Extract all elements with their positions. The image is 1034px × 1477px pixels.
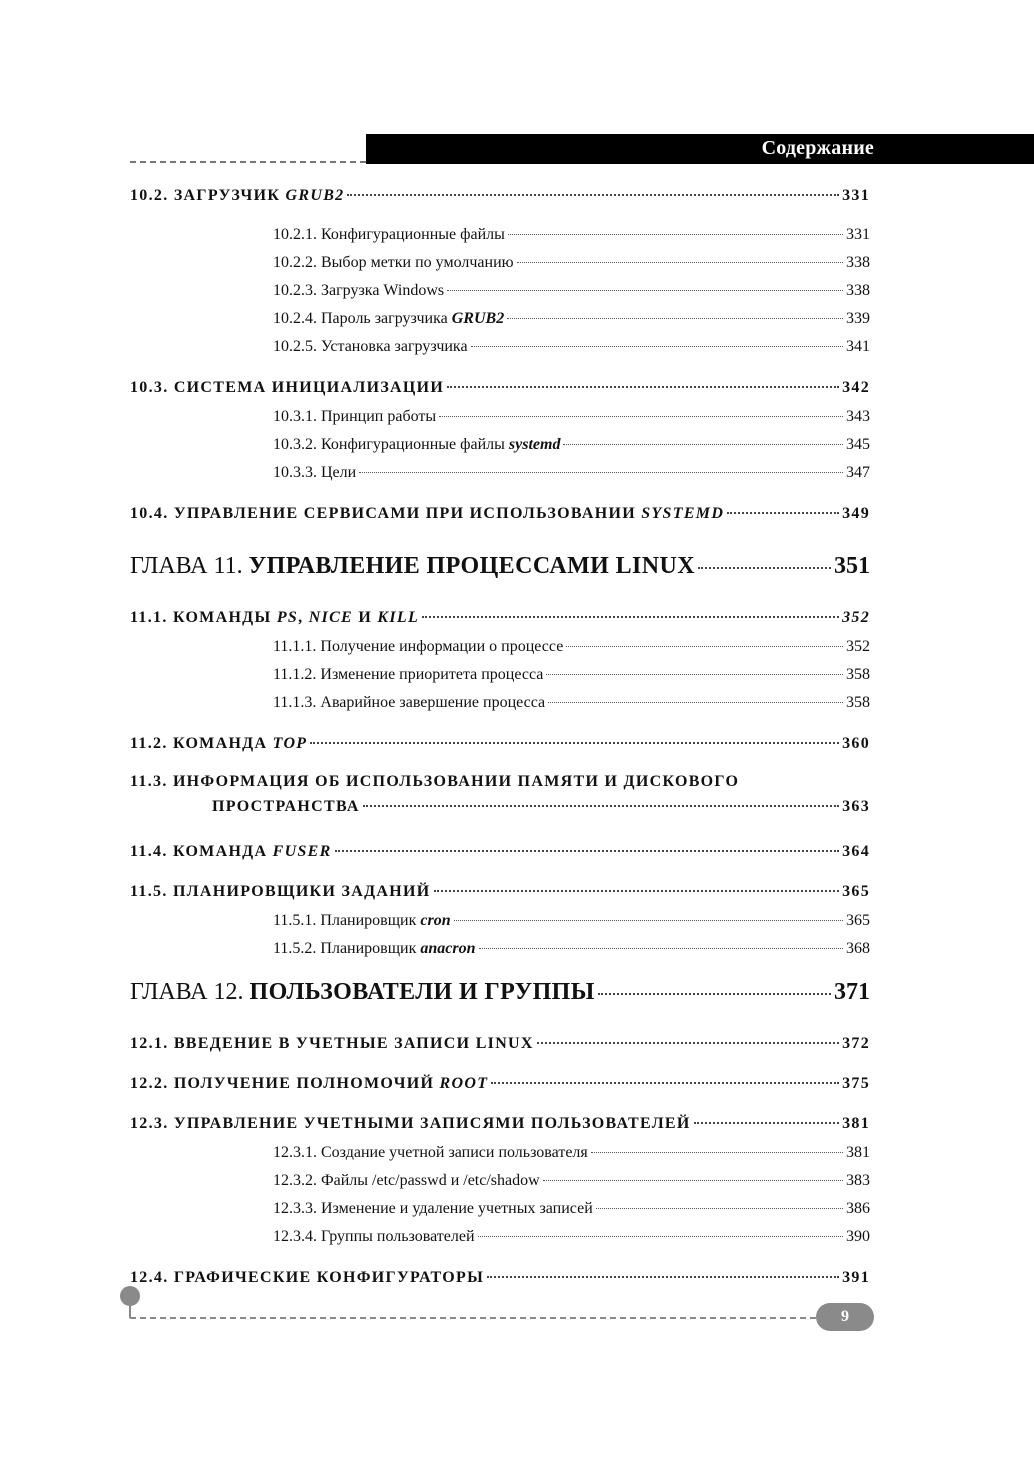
section-number: 12.4.	[130, 1269, 169, 1286]
section-title: СИСТЕМА ИНИЦИАЛИЗАЦИИ	[173, 379, 445, 396]
dot-leader	[507, 318, 843, 319]
chapter-label: ГЛАВА 12.	[130, 979, 250, 1005]
dot-leader	[479, 948, 843, 949]
chapter-title: УПРАВЛЕНИЕ ПРОЦЕССАМИ LINUX	[248, 553, 695, 579]
page-number: 391	[842, 1269, 870, 1286]
page-number: 338	[846, 254, 870, 271]
dot-leader	[566, 646, 843, 647]
toc-section-10-4[interactable]	[130, 499, 870, 539]
dot-leader	[422, 616, 839, 618]
dot-leader	[447, 290, 843, 291]
dot-leader	[454, 920, 843, 921]
toc-subsection-10-3-1[interactable]	[130, 403, 870, 431]
dot-leader	[591, 1152, 843, 1153]
dot-leader	[537, 1042, 839, 1044]
section-number: 10.4.	[130, 505, 169, 522]
subsection-title: 12.3.3. Изменение и удаление учетных записей	[273, 1200, 593, 1217]
page-number: 381	[846, 1144, 870, 1161]
dot-leader	[471, 346, 843, 347]
section-title: ИНФОРМАЦИЯ ОБ ИСПОЛЬЗОВАНИИ ПАМЯТИ И ДИСКОВОГО	[172, 773, 740, 790]
section-title: ЗАГРУЗЧИК	[173, 187, 286, 204]
page-number: 331	[846, 226, 870, 243]
section-title: ,	[298, 609, 309, 626]
toc-subsection-10-2-5[interactable]	[130, 333, 870, 373]
section-title: И	[353, 609, 378, 626]
dot-leader	[598, 993, 831, 995]
dot-leader	[517, 262, 843, 263]
subsection-title-em: GRUB2	[451, 310, 505, 327]
toc-subsection-12-3-2[interactable]	[130, 1167, 870, 1195]
page-number: 371	[834, 979, 870, 1005]
dot-leader	[491, 1082, 839, 1084]
section-number: 11.3.	[130, 773, 168, 790]
section-title-em: GRUB2	[285, 187, 345, 204]
section-title: ПОЛУЧЕНИЕ ПОЛНОМОЧИЙ	[173, 1075, 440, 1092]
page-number: 375	[842, 1075, 870, 1092]
section-title: КОМАНДЫ	[172, 609, 277, 626]
page-number: 349	[842, 505, 870, 522]
subsection-title: 10.3.1. Принцип работы	[273, 408, 437, 425]
dot-leader	[363, 805, 839, 807]
toc-chapter-11[interactable]	[130, 545, 870, 603]
section-title: КОМАНДА	[172, 843, 273, 860]
section-title-em: ROOT	[439, 1075, 489, 1092]
section-title: ГРАФИЧЕСКИЕ КОНФИГУРАТОРЫ	[173, 1269, 485, 1286]
toc-subsection-11-1-3[interactable]	[130, 689, 870, 729]
page-number: 381	[842, 1115, 870, 1132]
subsection-title-em: systemd	[508, 436, 561, 453]
page-number: 352	[842, 609, 870, 626]
page-number: 351	[834, 553, 870, 579]
footer-divider	[130, 1317, 816, 1319]
dot-leader	[359, 472, 843, 473]
section-number: 10.2.	[130, 187, 169, 204]
dot-leader	[347, 194, 839, 196]
toc-section-12-1[interactable]	[130, 1029, 870, 1069]
dot-leader	[335, 850, 839, 852]
subsection-title: 10.2.4. Пароль загрузчика	[273, 310, 452, 327]
page-number: 342	[842, 379, 870, 396]
toc-subsection-10-3-3[interactable]	[130, 459, 870, 499]
page-number: 338	[846, 282, 870, 299]
page-number: 352	[846, 638, 870, 655]
toc-section-10-2[interactable]	[130, 181, 870, 221]
page-number: 365	[842, 883, 870, 900]
subsection-title-em: anacron	[420, 940, 476, 957]
subsection-title: 10.2.3. Загрузка Windows	[273, 282, 445, 299]
toc-section-10-3[interactable]	[130, 373, 870, 403]
toc-section-11-1[interactable]	[130, 603, 870, 633]
toc-subsection-11-5-1[interactable]	[130, 907, 870, 935]
section-number: 12.1.	[130, 1035, 169, 1052]
section-title: ПЛАНИРОВЩИКИ ЗАДАНИЙ	[172, 883, 431, 900]
section-title-em: SYSTEMD	[641, 505, 725, 522]
page-number: 390	[846, 1228, 870, 1245]
subsection-title: 11.5.1. Планировщик	[273, 912, 421, 929]
section-title-em: PS	[276, 609, 299, 626]
subsection-title: 11.1.2. Изменение приоритета процесса	[273, 666, 544, 683]
toc-section-11-3[interactable]	[130, 769, 870, 837]
section-title: КОМАНДА	[172, 735, 273, 752]
page-number: 383	[846, 1172, 870, 1189]
subsection-title: 10.3.3. Цели	[273, 464, 357, 481]
section-title-em: TOP	[272, 735, 308, 752]
dot-leader	[310, 742, 839, 744]
section-number: 10.3.	[130, 379, 169, 396]
page-number: 339	[846, 310, 870, 327]
toc-subsection-10-2-4[interactable]	[130, 305, 870, 333]
section-number: 12.3.	[130, 1115, 169, 1132]
subsection-title: 12.3.1. Создание учетной записи пользователя	[273, 1144, 588, 1161]
page-number: 364	[842, 843, 870, 860]
section-title-em: KILL	[377, 609, 420, 626]
toc-section-12-3[interactable]	[130, 1109, 870, 1139]
header-bar	[366, 134, 1034, 164]
dot-leader	[478, 1236, 843, 1237]
header-title: Содержание	[761, 137, 874, 159]
dot-leader	[434, 890, 840, 892]
toc-section-11-4[interactable]	[130, 837, 870, 877]
table-of-contents	[130, 181, 870, 1303]
chapter-title: ПОЛЬЗОВАТЕЛИ И ГРУППЫ	[249, 979, 595, 1005]
subsection-title: 11.1.3. Аварийное завершение процесса	[273, 694, 546, 711]
section-number: 12.2.	[130, 1075, 169, 1092]
page-number: 347	[846, 464, 870, 481]
toc-subsection-12-3-1[interactable]	[130, 1139, 870, 1167]
page-number: 386	[846, 1200, 870, 1217]
dot-leader	[563, 444, 843, 445]
subsection-title: 12.3.4. Группы пользователей	[273, 1228, 475, 1245]
dot-leader	[727, 512, 839, 514]
page-number: 365	[846, 912, 870, 929]
dot-leader	[546, 674, 843, 675]
toc-subsection-12-3-3[interactable]	[130, 1195, 870, 1223]
subsection-title: 12.3.2. Файлы /etc/passwd и /etc/shadow	[273, 1172, 540, 1189]
toc-subsection-11-1-2[interactable]	[130, 661, 870, 689]
footer-dot	[120, 1286, 140, 1306]
toc-subsection-11-5-2[interactable]	[130, 935, 870, 965]
dot-leader	[694, 1122, 839, 1124]
page-number: 331	[842, 187, 870, 204]
subsection-title: 10.3.2. Конфигурационные файлы	[273, 436, 509, 453]
toc-subsection-10-2-1[interactable]	[130, 221, 870, 249]
subsection-title: 10.2.1. Конфигурационные файлы	[273, 226, 505, 243]
toc-subsection-10-3-2[interactable]	[130, 431, 870, 459]
dot-leader	[543, 1180, 843, 1181]
subsection-title-em: cron	[420, 912, 451, 929]
dot-leader	[548, 702, 843, 703]
toc-subsection-10-2-3[interactable]	[130, 277, 870, 305]
page-number: 360	[842, 735, 870, 752]
toc-subsection-10-2-2[interactable]	[130, 249, 870, 277]
toc-subsection-12-3-4[interactable]	[130, 1223, 870, 1263]
page-number: 343	[846, 408, 870, 425]
section-title-continued: ПРОСТРАНСТВА	[212, 798, 360, 815]
toc-section-12-4[interactable]	[130, 1263, 870, 1303]
toc-section-12-2[interactable]	[130, 1069, 870, 1109]
dot-leader	[447, 386, 839, 388]
subsection-title: 10.2.5. Установка загрузчика	[273, 338, 468, 355]
section-title-em: NICE	[308, 609, 354, 626]
page-number: 368	[846, 940, 870, 957]
toc-subsection-11-1-1[interactable]	[130, 633, 870, 661]
toc-section-11-5[interactable]	[130, 877, 870, 907]
chapter-label: ГЛАВА 11.	[130, 553, 249, 579]
page-number: 363	[842, 798, 870, 815]
page-number-badge: 9	[816, 1303, 874, 1331]
page-number: 358	[846, 666, 870, 683]
section-number: 11.5.	[130, 883, 168, 900]
section-number: 11.1.	[130, 609, 168, 626]
dot-leader	[487, 1276, 839, 1278]
header-divider	[130, 161, 366, 163]
section-title: ВВЕДЕНИЕ В УЧЕТНЫЕ ЗАПИСИ LINUX	[173, 1035, 534, 1052]
dot-leader	[439, 416, 843, 417]
dot-leader	[698, 567, 831, 569]
section-title: УПРАВЛЕНИЕ УЧЕТНЫМИ ЗАПИСЯМИ ПОЛЬЗОВАТЕЛЕЙ	[173, 1115, 691, 1132]
page-number: 358	[846, 694, 870, 711]
dot-leader	[596, 1208, 843, 1209]
dot-leader	[508, 234, 843, 235]
toc-section-11-2[interactable]	[130, 729, 870, 769]
section-number: 11.4.	[130, 843, 168, 860]
page-number: 345	[846, 436, 870, 453]
toc-chapter-12[interactable]	[130, 971, 870, 1029]
subsection-title: 11.1.1. Получение информации о процессе	[273, 638, 564, 655]
subsection-title: 11.5.2. Планировщик	[273, 940, 421, 957]
section-title-em: FUSER	[272, 843, 332, 860]
section-number: 11.2.	[130, 735, 168, 752]
subsection-title: 10.2.2. Выбор метки по умолчанию	[273, 254, 514, 271]
page-number: 341	[846, 338, 870, 355]
section-title: УПРАВЛЕНИЕ СЕРВИСАМИ ПРИ ИСПОЛЬЗОВАНИИ	[173, 505, 642, 522]
page-number: 372	[842, 1035, 870, 1052]
